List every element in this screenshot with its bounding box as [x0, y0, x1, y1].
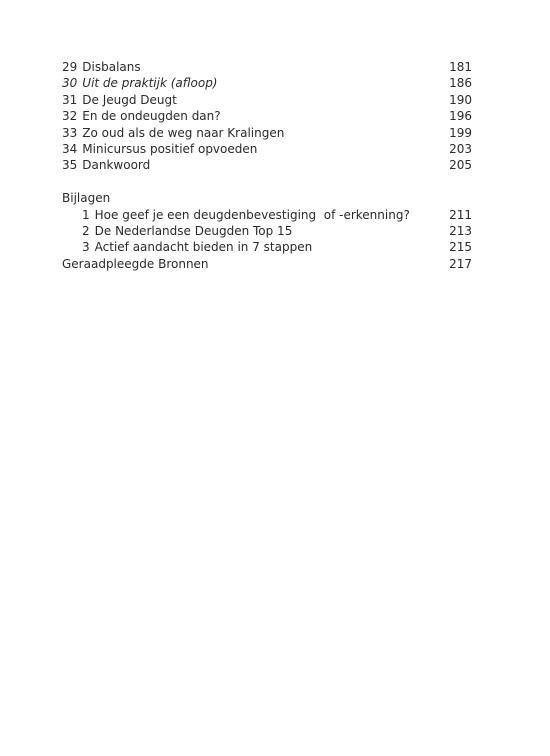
toc-entry-29 [62, 59, 472, 75]
toc-entry-34 [62, 141, 472, 157]
page-number: 215 [449, 240, 472, 255]
appendix-title: De Nederlandse Deugden Top 15 [94, 223, 293, 238]
toc-entry-sources [62, 256, 472, 272]
chapter-title: Uit de praktijk (afloop) [82, 76, 218, 91]
chapter-number: 34 [62, 141, 78, 156]
appendix-number: 3 [82, 240, 90, 255]
toc-entry-33 [62, 125, 472, 141]
chapter-number: 35 [62, 158, 78, 173]
page-number: 186 [449, 76, 472, 91]
section-spacer [62, 174, 472, 190]
appendix-heading [62, 190, 472, 206]
chapter-title: Disbalans [82, 60, 141, 74]
page-number: 205 [449, 158, 472, 173]
appendix-entry-3 [62, 239, 472, 255]
sources-title: Geraadpleegde Bronnen [62, 256, 209, 271]
toc-entry-32 [62, 108, 472, 124]
appendix-entry-1 [62, 207, 472, 223]
appendix-number: 2 [82, 223, 90, 238]
chapter-number: 30 [62, 76, 78, 91]
page-number: 190 [449, 92, 472, 107]
toc-entry-31 [62, 92, 472, 108]
page-number: 213 [449, 223, 472, 238]
page-number: 203 [449, 141, 472, 156]
page-number: 181 [449, 60, 472, 74]
appendix-entry-2 [62, 223, 472, 239]
page-number: 199 [449, 125, 472, 140]
page-number: 217 [449, 256, 472, 271]
page-number: 196 [449, 109, 472, 124]
appendix-title: Actief aandacht bieden in 7 stappen [94, 240, 313, 255]
chapter-number: 29 [62, 60, 78, 74]
chapter-title: Minicursus positief opvoeden [82, 141, 258, 156]
chapter-number: 31 [62, 92, 78, 107]
chapter-number: 33 [62, 125, 78, 140]
appendix-heading-text: Bijlagen [62, 191, 111, 206]
chapter-title: En de ondeugden dan? [82, 109, 221, 124]
toc-entry-35 [62, 157, 472, 173]
toc-entry-30 [62, 75, 472, 91]
appendix-number: 1 [82, 207, 90, 222]
chapter-number: 32 [62, 109, 78, 124]
page-number: 211 [449, 207, 472, 222]
chapter-title: Dankwoord [82, 158, 151, 173]
appendix-title: Hoe geef je een deugdenbevestiging of -erkenning? [94, 207, 410, 222]
table-of-contents [62, 59, 472, 272]
chapter-title: Zo oud als de weg naar Kralingen [82, 125, 285, 140]
chapter-title: De Jeugd Deugt [82, 92, 177, 107]
